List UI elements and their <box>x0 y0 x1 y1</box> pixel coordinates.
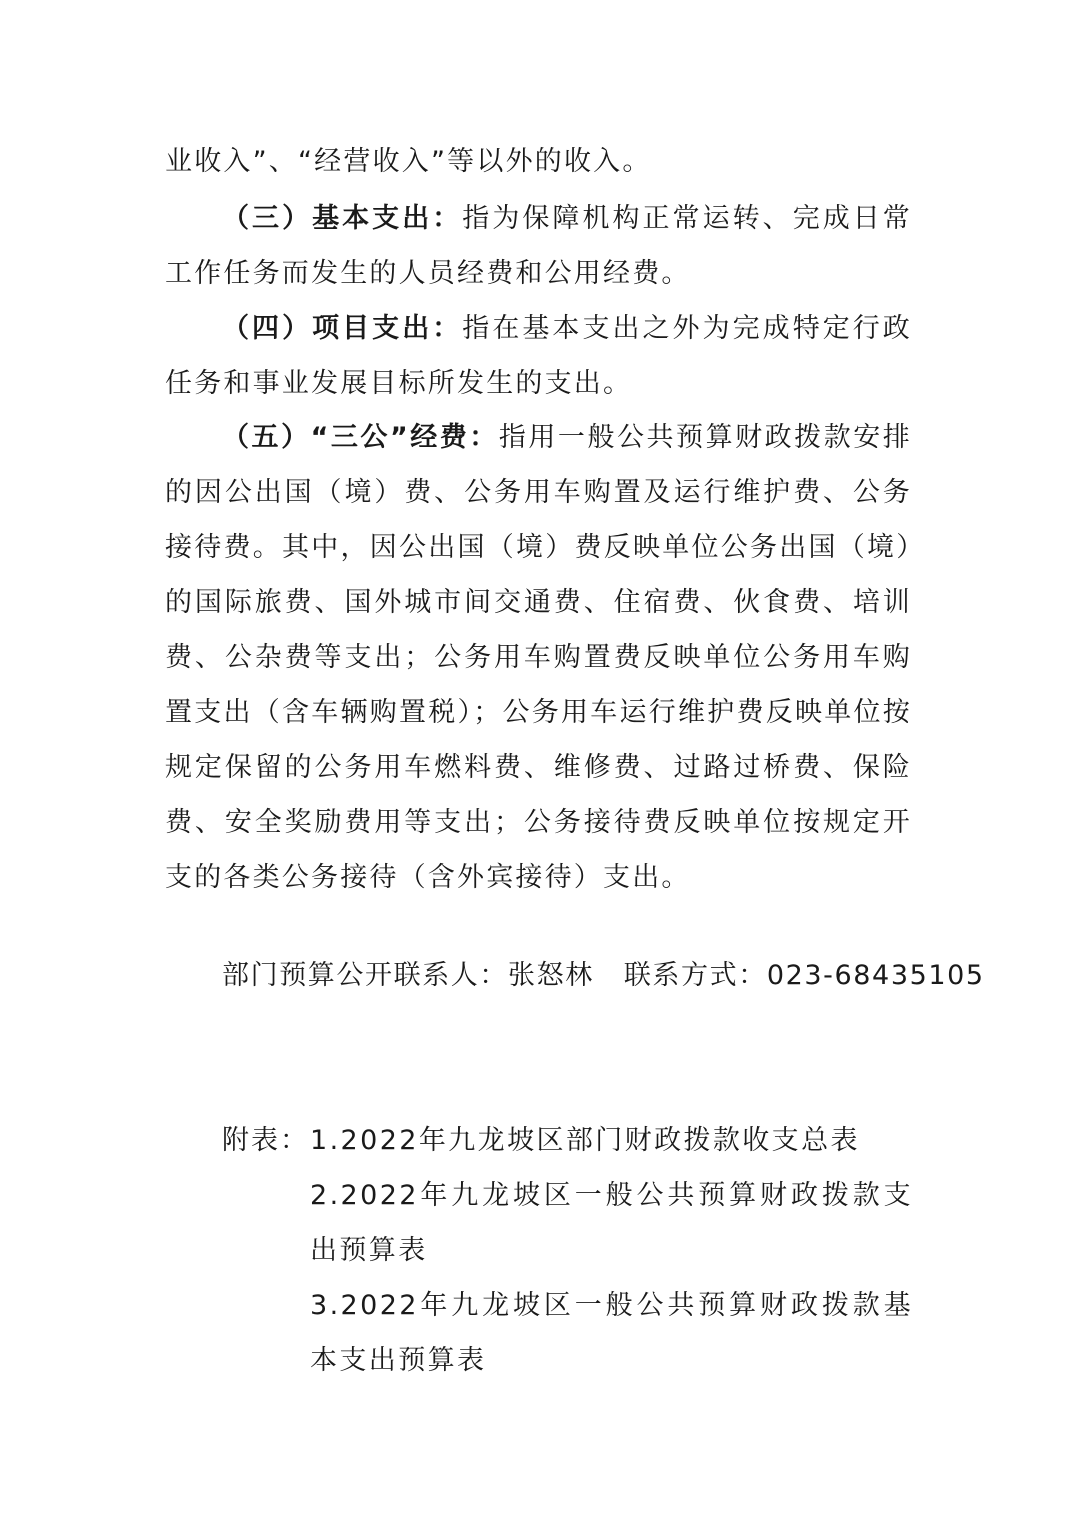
contact-phone: 023-68435105 <box>766 960 985 991</box>
paragraph-text: 业收入”、“经营收入”等以外的收入。 <box>165 146 652 177</box>
annex-item: 1.2022年九龙坡区部门财政拨款收支总表 <box>310 1125 860 1156</box>
paragraph-heading: （三）基本支出： <box>222 203 463 234</box>
paragraph-text: 指为保障机构正常运转、完成日常工作任务而发生的人员经费和公用经费。 <box>165 203 912 289</box>
annex-list <box>222 1113 922 1388</box>
paragraph-heading: （四）项目支出： <box>222 313 463 344</box>
paragraph-continuation <box>165 134 912 189</box>
contact-method-label: 联系方式： <box>623 960 767 991</box>
contact-person-name: 张怒林 <box>508 960 594 991</box>
annex-row <box>222 1113 922 1168</box>
contact-line <box>222 948 985 1003</box>
contact-person-label: 部门预算公开联系人： <box>222 960 508 991</box>
paragraph-project-expenditure <box>165 301 912 411</box>
annex-item: 2.2022年九龙坡区一般公共预算财政拨款支出预算表 <box>310 1180 913 1266</box>
paragraph-basic-expenditure <box>165 191 912 301</box>
annex-label: 附表： <box>222 1125 309 1156</box>
paragraph-text: 指在基本支出之外为完成特定行政任务和事业发展目标所发生的支出。 <box>165 313 912 399</box>
paragraph-three-public-expenses <box>165 410 912 905</box>
annex-item: 3.2022年九龙坡区一般公共预算财政拨款基本支出预算表 <box>310 1290 913 1376</box>
paragraph-heading: （五）“三公”经费： <box>222 422 499 453</box>
paragraph-text: 指用一般公共预算财政拨款安排的因公出国（境）费、公务用车购置及运行维护费、公务接待费。其中，因公出国（境）费反映单位公务出国（境）的国际旅费、国外城市间交通费、住宿费、伙食费、培训费、公杂费等支出；公务用车购置费反映单位公务用车购置支出（含车辆购置税）；公务用车运行维护费反映单位按规定保留的公务用车燃料费、维修费、过路过桥费、保险费、安全奖励费用等支出；公务接待费反映单位按规定开支的各类公务接待（含外宾接待）支出。 <box>165 422 912 893</box>
